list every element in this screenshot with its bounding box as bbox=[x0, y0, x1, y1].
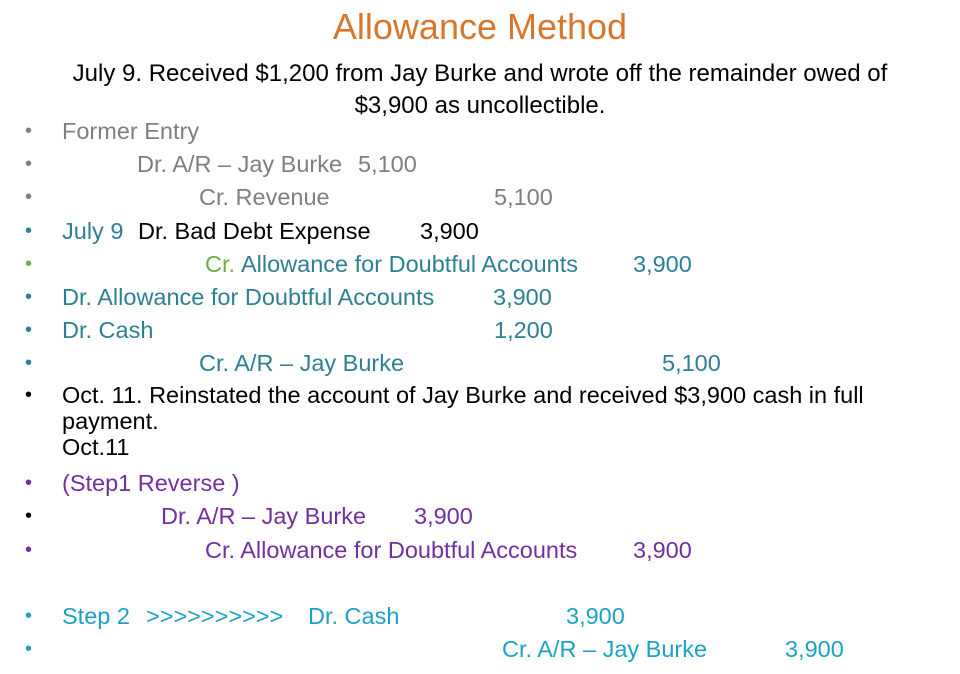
oct11-para-line-1: Oct. 11. Reinstated the account of Jay Burke and received $3,900 cash in full bbox=[62, 382, 864, 408]
page-subtitle bbox=[0, 58, 960, 122]
step2-cr-label: Cr. A/R – Jay Burke bbox=[502, 636, 708, 662]
bullet: • bbox=[25, 472, 33, 494]
line-step2-dr bbox=[0, 601, 960, 631]
line-former-entry bbox=[0, 116, 960, 146]
cr-allowance-amount: 3,900 bbox=[633, 251, 692, 277]
dr-bad-debt-label: Dr. Bad Debt Expense bbox=[138, 218, 371, 244]
bullet: • bbox=[25, 220, 33, 242]
dr-ar-label: Dr. A/R – Jay Burke bbox=[137, 151, 343, 177]
bullet: • bbox=[25, 605, 33, 627]
step1-cr-label: Cr. Allowance for Doubtful Accounts bbox=[205, 537, 578, 563]
july9-date: July 9 bbox=[62, 218, 124, 244]
dr-bad-debt-amount: 3,900 bbox=[420, 218, 479, 244]
line-cr-revenue bbox=[0, 182, 960, 212]
cr-prefix: Cr. bbox=[205, 251, 236, 277]
bullet: • bbox=[25, 319, 33, 341]
line-step1-cr bbox=[0, 535, 960, 565]
line-dr-ar bbox=[0, 149, 960, 179]
page-title: Allowance Method bbox=[332, 6, 628, 47]
step2-label: Step 2 bbox=[62, 603, 130, 629]
line-step2-cr bbox=[0, 634, 960, 664]
dr-cash-amount: 1,200 bbox=[494, 317, 553, 343]
bullet: • bbox=[25, 505, 33, 527]
bullet: • bbox=[25, 120, 33, 142]
former-entry-label: Former Entry bbox=[62, 118, 200, 144]
oct11-para-line-3: Oct.11 bbox=[62, 434, 130, 460]
bullet: • bbox=[25, 352, 33, 374]
subtitle-line-2: $3,900 as uncollectible. bbox=[354, 92, 606, 119]
bullet: • bbox=[25, 539, 33, 561]
cr-allowance-label: Allowance for Doubtful Accounts bbox=[241, 251, 579, 277]
line-step1-dr bbox=[0, 501, 960, 531]
line-dr-allowance bbox=[0, 282, 960, 312]
line-step1 bbox=[0, 468, 960, 498]
step2-dr-label: Dr. Cash bbox=[308, 603, 400, 629]
oct11-para-line-2: payment. bbox=[62, 408, 159, 434]
cr-ar-label: Cr. A/R – Jay Burke bbox=[199, 350, 405, 376]
bullet: • bbox=[25, 253, 33, 275]
step2-dr-amount: 3,900 bbox=[566, 603, 625, 629]
bullet: • bbox=[25, 186, 33, 208]
cr-revenue-amount: 5,100 bbox=[494, 184, 553, 210]
bullet: • bbox=[25, 638, 33, 660]
cr-ar-amount: 5,100 bbox=[662, 350, 721, 376]
line-july9-dr-bad-debt bbox=[0, 216, 960, 246]
step2-cr-amount: 3,900 bbox=[785, 636, 844, 662]
step1-cr-amount: 3,900 bbox=[633, 537, 692, 563]
bullet: • bbox=[25, 286, 33, 308]
step2-arrows: >>>>>>>>>> bbox=[146, 603, 284, 629]
step1-label: (Step1 Reverse ) bbox=[62, 470, 240, 496]
cr-revenue-label: Cr. Revenue bbox=[199, 184, 330, 210]
line-cr-ar bbox=[0, 348, 960, 378]
line-dr-cash bbox=[0, 315, 960, 345]
dr-allowance-amount: 3,900 bbox=[493, 284, 552, 310]
line-cr-allowance bbox=[0, 249, 960, 279]
dr-allowance-label: Dr. Allowance for Doubtful Accounts bbox=[62, 284, 435, 310]
oct11-paragraph bbox=[62, 382, 942, 460]
bullet: • bbox=[25, 384, 33, 406]
dr-cash-label: Dr. Cash bbox=[62, 317, 154, 343]
step1-dr-amount: 3,900 bbox=[414, 503, 473, 529]
dr-ar-amount: 5,100 bbox=[358, 151, 417, 177]
bullet: • bbox=[25, 153, 33, 175]
step1-dr-label: Dr. A/R – Jay Burke bbox=[161, 503, 367, 529]
subtitle-line-1: July 9. Received $1,200 from Jay Burke and wrote off the remainder owed of bbox=[72, 60, 888, 87]
